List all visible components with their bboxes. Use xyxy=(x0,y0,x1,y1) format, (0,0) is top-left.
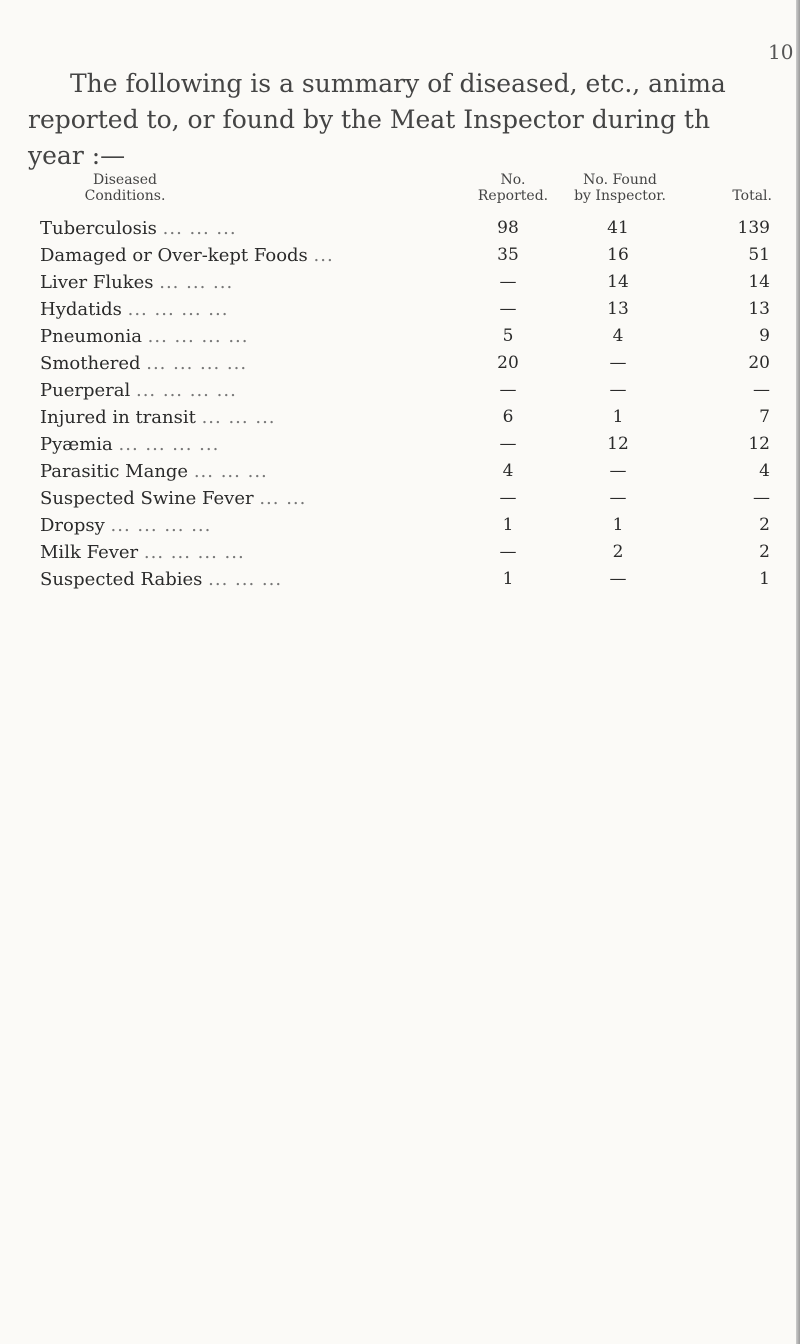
total-value: 1 xyxy=(759,569,770,589)
found-value: — xyxy=(609,353,627,373)
found-value: 2 xyxy=(612,542,624,562)
condition-name: Pyæmia ... ... ... ... xyxy=(40,434,220,455)
total-value: 7 xyxy=(759,407,770,427)
table-row xyxy=(40,218,770,245)
reported-value: — xyxy=(499,272,517,292)
header-found: No. Found by Inspector. xyxy=(574,172,666,204)
found-value: 12 xyxy=(607,434,629,454)
total-value: 13 xyxy=(748,299,770,319)
found-value: — xyxy=(609,461,627,481)
table-row xyxy=(40,407,770,434)
reported-value: 35 xyxy=(497,245,519,265)
condition-name: Damaged or Over-kept Foods ... xyxy=(40,245,334,266)
table-row xyxy=(40,245,770,272)
found-value: — xyxy=(609,569,627,589)
found-value: 4 xyxy=(612,326,624,346)
condition-name: Suspected Swine Fever ... ... xyxy=(40,488,307,509)
table-row xyxy=(40,299,770,326)
condition-name: Pneumonia ... ... ... ... xyxy=(40,326,249,347)
total-value: — xyxy=(753,380,770,400)
intro-paragraph xyxy=(28,66,800,174)
reported-value: — xyxy=(499,434,517,454)
condition-name: Liver Flukes ... ... ... xyxy=(40,272,234,293)
condition-name: Puerperal ... ... ... ... xyxy=(40,380,237,401)
header-reported: No. Reported. xyxy=(477,172,549,204)
found-value: 41 xyxy=(607,218,629,238)
table-row xyxy=(40,488,770,515)
found-value: 16 xyxy=(607,245,629,265)
reported-value: 1 xyxy=(502,515,514,535)
table-row xyxy=(40,272,770,299)
reported-value: 4 xyxy=(502,461,514,481)
reported-value: 98 xyxy=(497,218,519,238)
total-value: — xyxy=(753,488,770,508)
found-value: — xyxy=(609,380,627,400)
table-row xyxy=(40,461,770,488)
reported-value: 20 xyxy=(497,353,519,373)
condition-name: Suspected Rabies ... ... ... xyxy=(40,569,283,590)
table-row xyxy=(40,515,770,542)
reported-value: — xyxy=(499,380,517,400)
table-row xyxy=(40,380,770,407)
total-value: 4 xyxy=(759,461,770,481)
found-value: 1 xyxy=(612,515,624,535)
found-value: 14 xyxy=(607,272,629,292)
table-row xyxy=(40,326,770,353)
page-number: 10 xyxy=(768,40,794,64)
found-value: 13 xyxy=(607,299,629,319)
total-value: 9 xyxy=(759,326,770,346)
total-value: 139 xyxy=(737,218,770,238)
condition-name: Injured in transit ... ... ... xyxy=(40,407,276,428)
table-row xyxy=(40,569,770,596)
summary-table xyxy=(40,172,770,596)
total-value: 51 xyxy=(748,245,770,265)
reported-value: — xyxy=(499,542,517,562)
found-value: — xyxy=(609,488,627,508)
total-value: 12 xyxy=(748,434,770,454)
table-header xyxy=(40,172,770,218)
condition-name: Smothered ... ... ... ... xyxy=(40,353,248,374)
page-edge xyxy=(796,0,800,1344)
table-row xyxy=(40,542,770,569)
reported-value: 1 xyxy=(502,569,514,589)
intro-line-2: reported to, or found by the Meat Inspector during th xyxy=(28,105,711,134)
intro-line-3: year :— xyxy=(28,141,126,170)
table-row xyxy=(40,434,770,461)
reported-value: 5 xyxy=(502,326,514,346)
condition-name: Tuberculosis ... ... ... xyxy=(40,218,237,239)
reported-value: — xyxy=(499,299,517,319)
table-body xyxy=(40,218,770,596)
table-row xyxy=(40,353,770,380)
condition-name: Dropsy ... ... ... ... xyxy=(40,515,212,536)
total-value: 20 xyxy=(748,353,770,373)
condition-name: Milk Fever ... ... ... ... xyxy=(40,542,245,563)
total-value: 2 xyxy=(759,515,770,535)
reported-value: 6 xyxy=(502,407,514,427)
reported-value: — xyxy=(499,488,517,508)
intro-line-1: The following is a summary of diseased, etc., anima xyxy=(70,69,726,98)
condition-name: Hydatids ... ... ... ... xyxy=(40,299,229,320)
total-value: 2 xyxy=(759,542,770,562)
header-condition: Diseased Conditions. xyxy=(84,172,166,204)
found-value: 1 xyxy=(612,407,624,427)
condition-name: Parasitic Mange ... ... ... xyxy=(40,461,268,482)
header-total: Total. xyxy=(732,188,772,204)
total-value: 14 xyxy=(748,272,770,292)
